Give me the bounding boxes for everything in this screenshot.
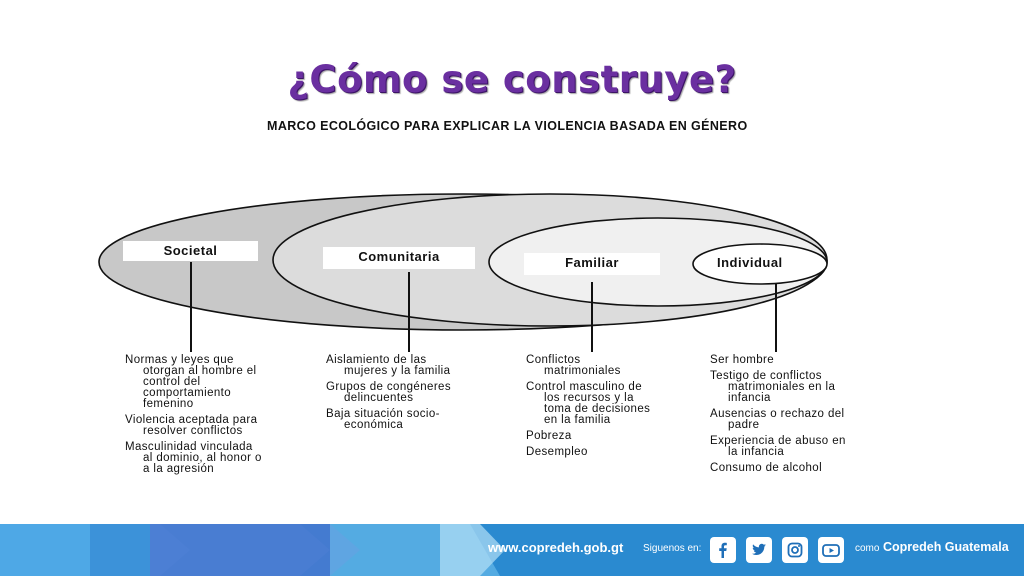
level-label-societal: Societal <box>123 241 258 261</box>
instagram-icon[interactable] <box>782 537 808 563</box>
twitter-icon[interactable] <box>746 537 772 563</box>
familiar-factor-item <box>526 382 706 426</box>
factor-continuation-line: resolver conflictos <box>143 425 243 437</box>
factor-continuation-line: económica <box>344 419 404 431</box>
footer-handle[interactable]: Copredeh Guatemala <box>883 540 1009 554</box>
facebook-icon[interactable] <box>710 537 736 563</box>
factor-continuation-line: comportamiento <box>143 387 232 399</box>
factor-first-line: Consumo de alcohol <box>710 462 823 474</box>
level-label-familiar: Familiar <box>524 253 660 275</box>
societal-factor-item <box>125 442 315 475</box>
factor-continuation-line: al dominio, al honor o <box>143 452 262 464</box>
factor-continuation-line: matrimoniales <box>544 365 621 377</box>
individual-factor-item <box>710 355 910 366</box>
factor-first-line: Desempleo <box>526 446 588 458</box>
individual-factor-item <box>710 371 910 404</box>
level-label-comunitaria: Comunitaria <box>323 247 475 269</box>
footer-follow-label: Siguenos en: <box>643 543 702 554</box>
diagram-subtitle: MARCO ECOLÓGICO PARA EXPLICAR LA VIOLENCIA BASADA EN GÉNERO <box>267 119 748 133</box>
footer-website[interactable]: www.copredeh.gob.gt <box>488 540 624 555</box>
factor-first-line: Ausencias o rechazo del <box>710 408 845 420</box>
societal-factor-item <box>125 415 315 437</box>
comunitaria-factor-item <box>326 382 516 404</box>
factor-continuation-line: femenino <box>143 398 194 410</box>
factor-first-line: Baja situación socio- <box>326 408 440 420</box>
factor-first-line: Conflictos <box>526 354 581 366</box>
individual-factor-item <box>710 436 910 458</box>
familiar-factor-item <box>526 355 706 377</box>
factor-first-line: Pobreza <box>526 430 572 442</box>
familiar-factor-item <box>526 431 706 442</box>
factor-continuation-line: infancia <box>728 392 771 404</box>
societal-factor-item <box>125 355 315 410</box>
comunitaria-factors <box>326 355 516 436</box>
page-title: ¿Cómo se construye? <box>287 58 737 101</box>
familiar-factors <box>526 355 706 463</box>
factor-continuation-line: padre <box>728 419 760 431</box>
factor-continuation-line: los recursos y la <box>544 392 634 404</box>
factor-first-line: Ser hombre <box>710 354 775 366</box>
level-label-individual: Individual <box>717 255 783 270</box>
individual-factors <box>710 355 910 479</box>
comunitaria-factor-item <box>326 355 516 377</box>
factor-first-line: Aislamiento de las <box>326 354 427 366</box>
individual-factor-item <box>710 409 910 431</box>
factor-continuation-line: matrimoniales en la <box>728 381 836 393</box>
factor-continuation-line: mujeres y la familia <box>344 365 451 377</box>
factor-continuation-line: delincuentes <box>344 392 414 404</box>
footer-como-label: como <box>855 543 880 554</box>
familiar-factor-item <box>526 447 706 458</box>
youtube-icon[interactable] <box>818 537 844 563</box>
factor-first-line: Grupos de congéneres <box>326 381 451 393</box>
factor-first-line: Experiencia de abuso en <box>710 435 846 447</box>
factor-first-line: Violencia aceptada para <box>125 414 258 426</box>
factor-first-line: Control masculino de <box>526 381 643 393</box>
comunitaria-factor-item <box>326 409 516 431</box>
individual-factor-item <box>710 463 910 474</box>
factor-first-line: Normas y leyes que <box>125 354 234 366</box>
factor-continuation-line: otorgan al hombre el <box>143 365 257 377</box>
factor-continuation-line: control del <box>143 376 201 388</box>
factor-continuation-line: en la familia <box>544 414 611 426</box>
factor-first-line: Testigo de conflictos <box>710 370 822 382</box>
societal-factors <box>125 355 315 480</box>
factor-continuation-line: a la agresión <box>143 463 215 475</box>
factor-first-line: Masculinidad vinculada <box>125 441 253 453</box>
factor-continuation-line: la infancia <box>728 446 785 458</box>
factor-continuation-line: toma de decisiones <box>544 403 651 415</box>
